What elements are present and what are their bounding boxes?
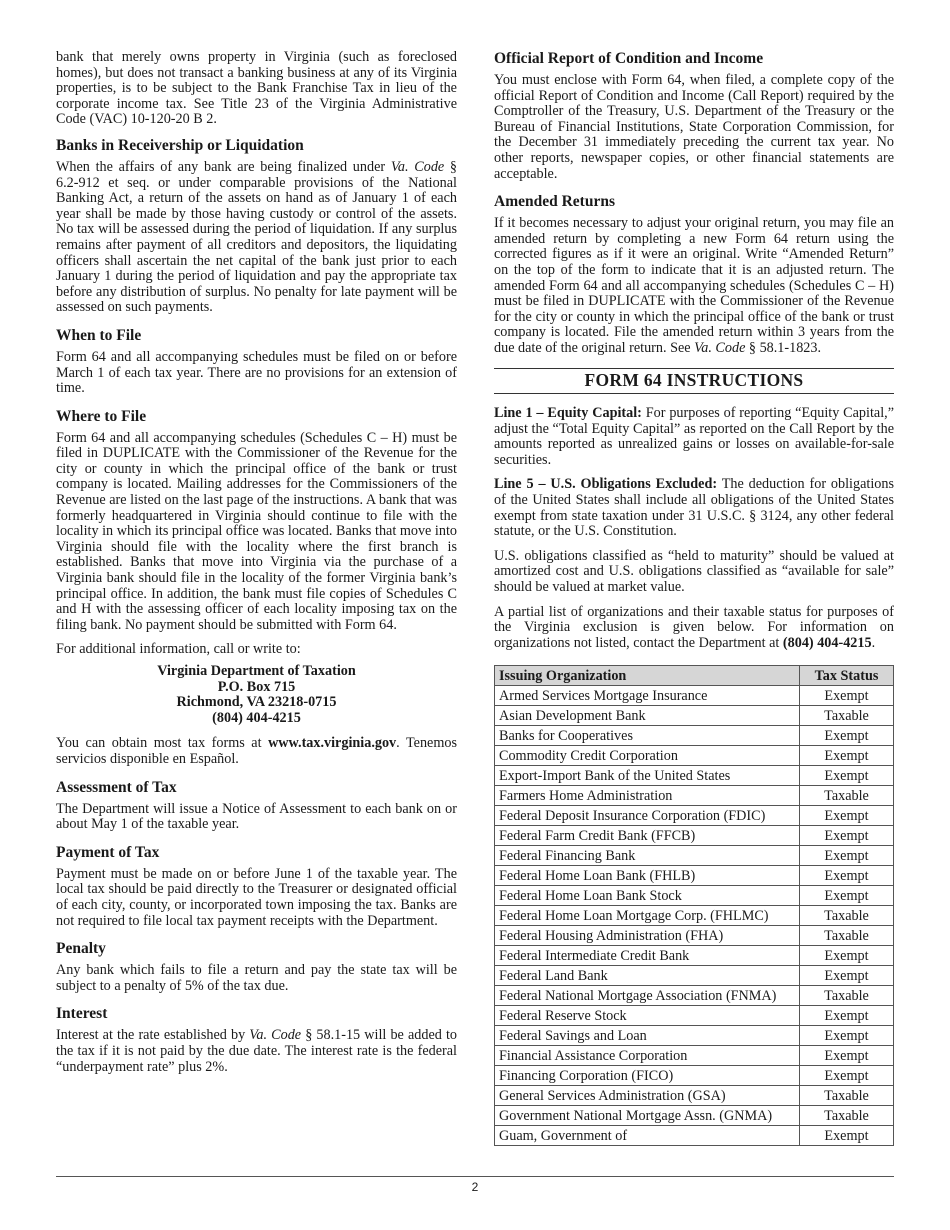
organization-name: Financing Corporation (FICO) xyxy=(495,1066,800,1086)
tax-status: Taxable xyxy=(800,786,894,806)
organization-name: Federal Savings and Loan xyxy=(495,1026,800,1046)
table-row xyxy=(495,1026,894,1046)
tax-status: Taxable xyxy=(800,1086,894,1106)
receivership-text-2: § 6.2-912 et seq. or under comparable provisions of the National Banking Act, a return of the assets on hand as of January 1 of each year shall be made by those having custody or control of the assets. No tax will be assessed during the period of liquidation. If any surplus remains after payment of all creditors and depositors, the liquidating officers shall ascertain the net capital of the bank just prior to each January 1 during the period of liquidation and pay the appropriate tax before any distribution of surplus. No penalty for late payment will be assessed on such payments. xyxy=(56,158,458,316)
organization-name: Government National Mortgage Assn. (GNMA) xyxy=(495,1106,800,1126)
obligations-paragraph: U.S. obligations classified as “held to maturity” should be valued at amortized cost and U.S. obligations classified as “available for sale” should be valued at market value. xyxy=(494,547,894,596)
table-row xyxy=(495,746,894,766)
section-interest xyxy=(56,1005,457,1075)
organization-name: Federal Intermediate Credit Bank xyxy=(495,946,800,966)
tax-status: Exempt xyxy=(800,846,894,866)
interest-text-2: § 58.1-15 will be added to the tax if it is not paid by the due date. The interest rate is the federal “underpayment rate” plus 2%. xyxy=(56,1027,457,1075)
interest-heading: Interest xyxy=(56,1005,108,1023)
left-column xyxy=(56,50,457,1086)
table-header-row xyxy=(495,666,894,686)
organization-status-table xyxy=(494,665,894,1146)
address-line: P.O. Box 715 xyxy=(217,678,296,695)
receivership-heading: Banks in Receivership or Liquidation xyxy=(56,136,304,154)
table-row xyxy=(495,866,894,886)
payment-body: Payment must be made on or before June 1 of the taxable year. The local tax should be paid directly to the Treasurer or designated official of each city, county, or incorporated town imposing the tax. Banks are not required to file local tax payment receipts with the Department. xyxy=(56,865,457,929)
receivership-body xyxy=(56,160,457,316)
assessment-body: The Department will issue a Notice of Assessment to each bank on or about May 1 of the taxable year. xyxy=(56,800,457,833)
footer-divider xyxy=(56,1176,894,1177)
forms-text-2: . Tenemos servicios disponible en Español. xyxy=(56,735,457,767)
organization-name: Export-Import Bank of the United States xyxy=(495,766,800,786)
organization-name: Federal Farm Credit Bank (FFCB) xyxy=(495,826,800,846)
organization-name: Federal Home Loan Mortgage Corp. (FHLMC) xyxy=(495,906,800,926)
intro-paragraph: bank that merely owns property in Virginia (such as foreclosed homes), but does not transact a banking business at any of its Virginia properties, is to be subject to the Bank Franchise Tax in lieu of the corporate income tax. See Title 23 of the Virginia Administrative Code (VAC) 10-120-20 B 2. xyxy=(56,49,457,128)
official-body: You must enclose with Form 64, when filed, a complete copy of the official Report of Condition and Income (Call Report) required by the Comptroller of the Treasury, U.S. Department of the Treasury or the Bureau of Financial Institutions, State Corporation Commission, for the December 31 immediately preceding the current tax year. No other reports, newspaper copies, or other financial statements are acceptable. xyxy=(494,72,894,182)
line5-label: Line 5 – U.S. Obligations Excluded: xyxy=(494,476,718,493)
tax-status: Taxable xyxy=(800,926,894,946)
table-row xyxy=(495,846,894,866)
table-row xyxy=(495,1006,894,1026)
table-row xyxy=(495,786,894,806)
section-assessment xyxy=(56,779,457,833)
table-row xyxy=(495,1046,894,1066)
where-body: Form 64 and all accompanying schedules (Schedules C – H) must be filed in DUPLICATE with the Commissioner of the Revenue for the city or county in which the principal office of the bank or trust company is located. Mailing addresses for the Commissioners of the Revenue are listed on the last page of the instructions. A bank that was formerly headquartered in Virginia should continue to file with the locality in which its principal office was located. Banks that move into Virginia should file with the locality where the first branch is established. Banks that move into Virginia via the purchase of a Virginia bank should file in the locality of the former Virginia bank’s principal office. In addition, the bank must file copies of Schedules C and H with the assessing officer of each locality imposing tax on the filing bank. No payment should be submitted with Form 64. xyxy=(56,429,457,633)
address-phone: (804) 404-4215 xyxy=(212,709,301,726)
page-number: 2 xyxy=(471,1180,479,1194)
interest-body xyxy=(56,1028,457,1075)
tax-status: Exempt xyxy=(800,806,894,826)
table-row xyxy=(495,926,894,946)
table-row xyxy=(495,1126,894,1146)
table-row xyxy=(495,686,894,706)
assessment-heading: Assessment of Tax xyxy=(56,778,177,796)
table-row xyxy=(495,826,894,846)
tax-status: Taxable xyxy=(800,986,894,1006)
penalty-heading: Penalty xyxy=(56,940,106,958)
contact-intro: For additional information, call or write to: xyxy=(56,641,301,658)
amended-text-2: § 58.1-1823. xyxy=(745,339,822,356)
header-tax-status: Tax Status xyxy=(800,666,894,686)
tax-status: Exempt xyxy=(800,726,894,746)
table-row xyxy=(495,946,894,966)
table-row xyxy=(495,906,894,926)
organization-name: General Services Administration (GSA) xyxy=(495,1086,800,1106)
organization-name: Farmers Home Administration xyxy=(495,786,800,806)
table-row xyxy=(495,726,894,746)
line5-body: The deduction for obligations of the United States shall include all obligations of the United States exempt from state taxation under 31 U.S.C. § 3124, any other federal statute, or the U.S. Constitution. xyxy=(494,476,894,540)
table-row xyxy=(495,706,894,726)
official-heading: Official Report of Condition and Income xyxy=(494,50,764,67)
partial-list-text-1: A partial list of organizations and their taxable status for purposes of the Virginia exclusion is given below. For information on organizations not listed, contact the Department at xyxy=(494,603,894,651)
right-column xyxy=(494,50,894,1146)
organization-name: Federal Deposit Insurance Corporation (FDIC) xyxy=(495,806,800,826)
tax-status: Exempt xyxy=(800,886,894,906)
table-row xyxy=(495,1066,894,1086)
amended-body xyxy=(494,216,894,356)
section-payment xyxy=(56,844,457,929)
organization-name: Federal Reserve Stock xyxy=(495,1006,800,1026)
interest-cite: Va. Code xyxy=(249,1027,302,1044)
interest-text-1: Interest at the rate established by xyxy=(56,1027,250,1044)
table-row xyxy=(495,966,894,986)
table-row xyxy=(495,766,894,786)
organization-name: Federal Financing Bank xyxy=(495,846,800,866)
payment-heading: Payment of Tax xyxy=(56,843,160,861)
partial-list-phone: (804) 404-4215 xyxy=(782,634,872,651)
organization-name: Banks for Cooperatives xyxy=(495,726,800,746)
section-where-to-file xyxy=(56,408,457,768)
partial-list-paragraph xyxy=(494,605,894,652)
organization-name: Federal Home Loan Bank (FHLB) xyxy=(495,866,800,886)
section-receivership xyxy=(56,137,457,316)
organization-name: Federal Housing Administration (FHA) xyxy=(495,926,800,946)
table-body xyxy=(495,686,894,1146)
when-heading: When to File xyxy=(56,326,142,344)
tax-status: Exempt xyxy=(800,1066,894,1086)
line5-paragraph xyxy=(494,477,894,539)
organization-name: Commodity Credit Corporation xyxy=(495,746,800,766)
tax-status: Exempt xyxy=(800,946,894,966)
header-issuing-organization: Issuing Organization xyxy=(495,666,800,686)
amended-cite: Va. Code xyxy=(694,339,746,356)
tax-status: Exempt xyxy=(800,866,894,886)
penalty-body: Any bank which fails to file a return and pay the state tax will be subject to a penalty of 5% of the tax due. xyxy=(56,962,457,994)
where-heading: Where to File xyxy=(56,407,147,425)
line1-label: Line 1 – Equity Capital: xyxy=(494,405,642,422)
address-line: Richmond, VA 23218-0715 xyxy=(176,694,337,711)
tax-status: Exempt xyxy=(800,1006,894,1026)
organization-name: Asian Development Bank xyxy=(495,706,800,726)
mailing-address xyxy=(56,664,457,726)
receivership-cite: Va. Code xyxy=(390,158,445,175)
table-row xyxy=(495,986,894,1006)
table-row xyxy=(495,886,894,906)
organization-name: Federal Land Bank xyxy=(495,966,800,986)
partial-list-text-2: . xyxy=(871,634,876,651)
organization-name: Federal Home Loan Bank Stock xyxy=(495,886,800,906)
section-official-report xyxy=(494,50,894,182)
receivership-text-1: When the affairs of any bank are being finalized under xyxy=(56,158,391,175)
tax-status: Exempt xyxy=(800,826,894,846)
when-body: Form 64 and all accompanying schedules must be filed on or before March 1 of each tax year. There are no provisions for an extension of time. xyxy=(56,348,457,397)
amended-heading: Amended Returns xyxy=(494,193,615,211)
tax-status: Exempt xyxy=(800,1046,894,1066)
tax-status: Taxable xyxy=(800,906,894,926)
forms-url-link[interactable]: www.tax.virginia.gov xyxy=(268,735,397,752)
organization-name: Armed Services Mortgage Insurance xyxy=(495,686,800,706)
tax-status: Exempt xyxy=(800,966,894,986)
forms-paragraph xyxy=(56,736,457,767)
organization-name: Financial Assistance Corporation xyxy=(495,1046,800,1066)
forms-text-1: You can obtain most tax forms at xyxy=(56,735,269,752)
line1-body: For purposes of reporting “Equity Capital,” adjust the “Total Equity Capital” as reported on the Call Report by the amounts reported as unrealized gains or losses on available-for-sale securities. xyxy=(494,405,894,468)
tax-status: Exempt xyxy=(800,766,894,786)
table-row xyxy=(495,1086,894,1106)
organization-name: Federal National Mortgage Association (FNMA) xyxy=(495,986,800,1006)
tax-status: Taxable xyxy=(800,706,894,726)
amended-text-1: If it becomes necessary to adjust your original return, you may file an amended return by completing a new Form 64 return using the corrected figures as if it were an original. Write “Amended Return” on the top of the form to indicate that it is an adjusted return. The amended Form 64 and all accompanying schedules (Schedules C – H) must be filed in DUPLICATE with the Commissioner of the Revenue for the city or county in which the principal office of the bank or trust company is located. File the amended return within 3 years from the due date of the original return. See xyxy=(494,215,894,356)
section-penalty xyxy=(56,940,457,994)
organization-name: Guam, Government of xyxy=(495,1126,800,1146)
section-amended-returns xyxy=(494,193,894,356)
tax-status: Taxable xyxy=(800,1106,894,1126)
tax-status: Exempt xyxy=(800,1026,894,1046)
instructions-title: FORM 64 INSTRUCTIONS xyxy=(494,368,894,395)
tax-status: Exempt xyxy=(800,746,894,766)
address-line: Virginia Department of Taxation xyxy=(157,663,356,679)
tax-status: Exempt xyxy=(800,686,894,706)
tax-status: Exempt xyxy=(800,1126,894,1146)
section-when-to-file xyxy=(56,327,457,397)
table-row xyxy=(495,1106,894,1126)
table-row xyxy=(495,806,894,826)
line1-paragraph xyxy=(494,406,894,468)
